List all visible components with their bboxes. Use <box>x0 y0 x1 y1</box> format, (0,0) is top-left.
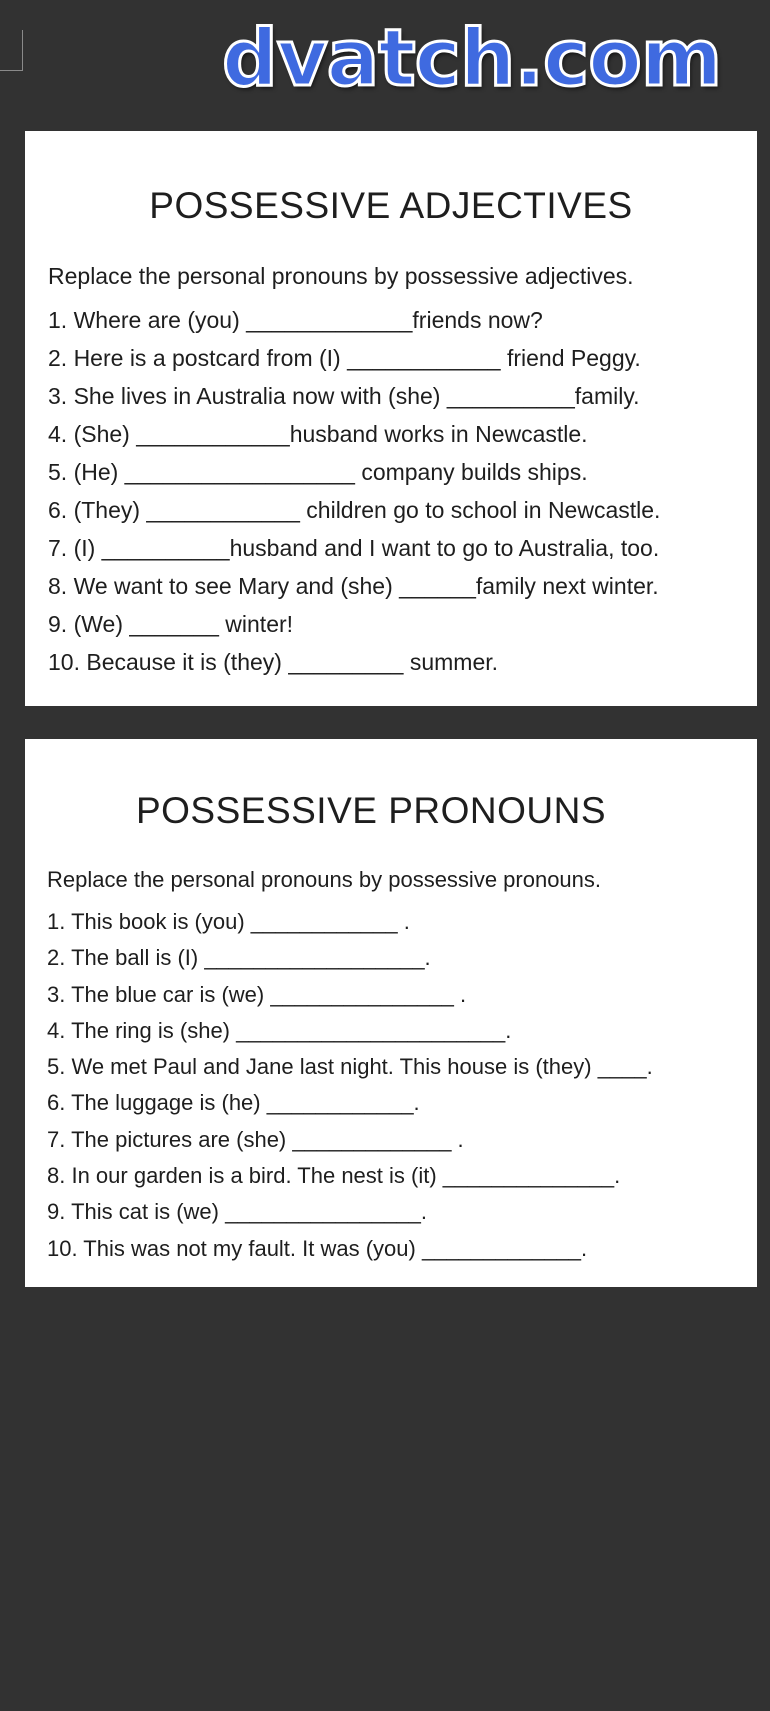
exercise-item: 8. We want to see Mary and (she) ______family next winter. <box>48 573 659 599</box>
exercise-item: 1. Where are (you) _____________friends now? <box>48 307 543 333</box>
worksheet-title: POSSESSIVE ADJECTIVES <box>149 185 633 226</box>
worksheet-title: POSSESSIVE PRONOUNS <box>135 790 607 831</box>
site-watermark: dvatch.com <box>222 14 722 104</box>
exercise-item: 10. This was not my fault. It was (you) _____________. <box>47 1235 588 1261</box>
exercise-list <box>48 301 660 681</box>
exercise-item: 2. Here is a postcard from (I) ____________ friend Peggy. <box>48 345 641 371</box>
exercise-item: 1. This book is (you) ____________ . <box>47 909 410 934</box>
exercise-item: 9. (We) _______ winter! <box>48 611 294 637</box>
exercise-item: 4. (She) ____________husband works in Newcastle. <box>48 421 588 447</box>
exercise-item: 6. The luggage is (he) ____________. <box>47 1090 420 1116</box>
worksheet-instructions: Replace the personal pronouns by possessive pronouns. <box>47 867 602 892</box>
exercise-item: 2. The ball is (I) __________________. <box>47 945 431 971</box>
exercise-item: 10. Because it is (they) _________ summer. <box>48 649 499 675</box>
corner-frame-mark <box>0 30 23 71</box>
exercise-item: 5. (He) __________________ company builds ships. <box>48 459 588 485</box>
worksheet-instructions: Replace the personal pronouns by possessive adjectives. <box>48 263 634 289</box>
exercise-item: 3. She lives in Australia now with (she) __________family. <box>48 383 640 409</box>
worksheet-possessive-pronouns <box>25 739 757 1287</box>
exercise-item: 5. We met Paul and Jane last night. This house is (they) ____. <box>47 1054 653 1080</box>
exercise-item: 4. The ring is (she) ______________________. <box>47 1017 512 1043</box>
exercise-item: 6. (They) ____________ children go to school in Newcastle. <box>48 497 661 523</box>
exercise-item: 7. The pictures are (she) _____________ . <box>47 1126 464 1152</box>
exercise-list <box>47 904 653 1267</box>
worksheet-possessive-adjectives <box>25 131 757 706</box>
exercise-item: 8. In our garden is a bird. The nest is (it) ______________. <box>47 1163 621 1189</box>
exercise-item: 7. (I) __________husband and I want to go to Australia, too. <box>48 535 660 561</box>
exercise-item: 3. The blue car is (we) _______________ . <box>47 981 467 1007</box>
exercise-item: 9. This cat is (we) ________________. <box>47 1199 427 1225</box>
